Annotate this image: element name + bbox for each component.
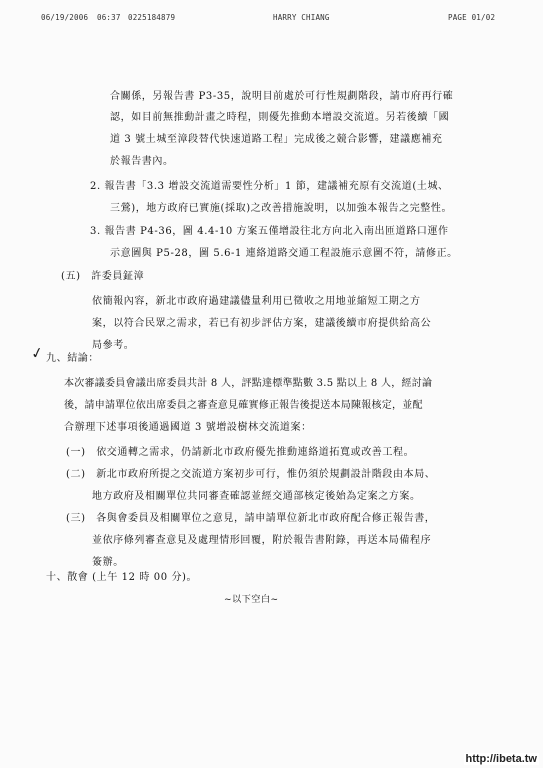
fax-time: 06:37	[97, 13, 121, 22]
list-item: (一) 依交通轉之需求，仍請新北市政府優先推動連絡道拓寬或改善工程。	[66, 447, 415, 458]
body-line: 後，請申請單位依出席委員之審查意見確實修正報告後提送本局陳報核定，並配	[64, 400, 423, 411]
fax-date: 06/19/2006	[41, 13, 89, 22]
list-item: 3. 報告書 P4-36，圖 4.4-10 方案五僅增設往北方向北入南出匝道路口運作	[90, 226, 449, 237]
closing-line: 十、散會 (上午 12 時 00 分)。	[46, 572, 198, 583]
end-marker: ~以下空白~	[224, 595, 279, 605]
body-line: 依簡報內容，新北市政府過建議儘量利用已徵收之用地並縮短工期之方	[92, 296, 421, 307]
body-line: 合關係，另報告書 P3-35，說明目前處於可行性規劃階段，請市府再行確	[110, 91, 454, 102]
body-line: 本次審議委員會議出席委員共計 8 人，評點達標準點數 3.5 點以上 8 人，經討論	[64, 378, 433, 389]
body-line: 示意圖與 P5-28，圖 5.6-1 連絡道路交通工程設施示意圖不符，請修正。	[110, 248, 458, 259]
body-line: 於報告書內。	[110, 156, 174, 167]
fax-page: PAGE 01/02	[448, 13, 496, 22]
body-line: 簽辦。	[92, 557, 124, 568]
list-item: (二) 新北市政府所提之交流道方案初步可行，惟仍須於規劃設計階段由本局、	[66, 469, 436, 480]
body-line: 合辦理下述事項後通過國道 3 號增設樹林交流道案：	[64, 422, 312, 433]
body-line: 並依序條列審查意見及處理情形回覆，附於報告書附錄，再送本局備程序	[92, 535, 432, 546]
body-line: 道 3 號土城至漳段替代快速道路工程」完成後之競合影響，建議應補充	[110, 134, 443, 145]
section-heading: (五) 許委員鉦漳	[61, 271, 145, 282]
fax-number: 0225184879	[128, 13, 176, 22]
body-line: 三鶯)，地方政府已實施(採取)之改善措施說明，以加強本報告之完整性。	[110, 203, 453, 214]
body-line: 認，如目前無推動計畫之時程，則優先推動本增設交流道。另若後續「國	[110, 112, 450, 123]
body-line: 局參考。	[92, 340, 135, 351]
body-line: 案，以符合民眾之需求，若已有初步評估方案，建議後續市府提供給高公	[92, 318, 432, 329]
section-heading: 九、結論：	[46, 353, 99, 364]
fax-sender: HARRY CHIANG	[273, 13, 330, 22]
list-item: 2. 報告書「3.3 增設交流道需要性分析」1 節，建議補充原有交流道(土城、	[90, 181, 449, 192]
watermark: http://ibeta.tw	[465, 753, 537, 765]
body-line: 地方政府及相關單位共同審查確認並經交通部核定後始為定案之方案。	[92, 491, 421, 502]
list-item: (三) 各與會委員及相關單位之意見，請申請單位新北市政府配合修正報告書，	[66, 513, 436, 524]
check-mark-icon: ✓	[29, 342, 46, 364]
